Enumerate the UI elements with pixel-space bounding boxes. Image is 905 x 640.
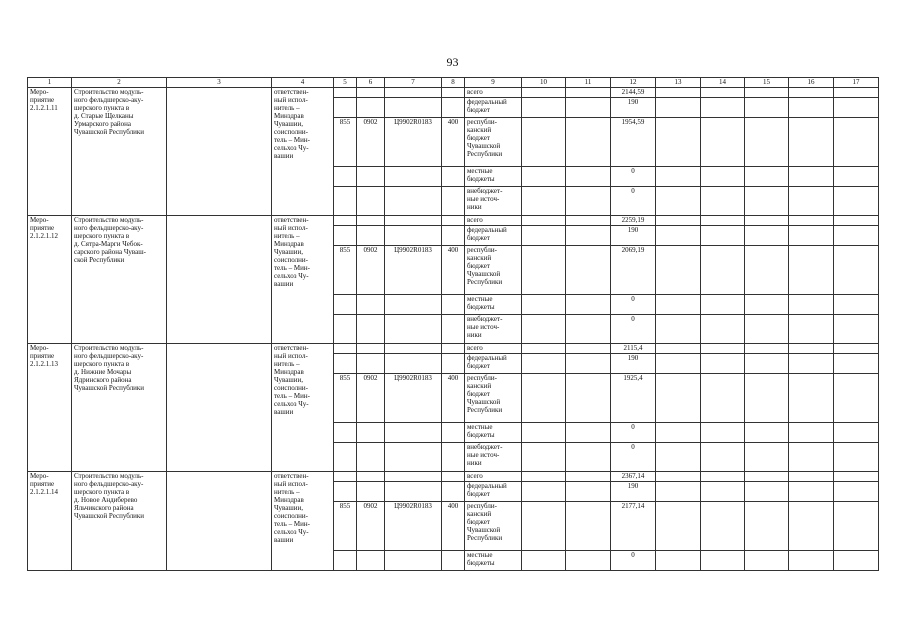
empty-cell-14 [701,443,745,472]
amount-cell: 190 [611,482,656,502]
amount-cell: 0 [611,187,656,216]
empty-cell-13 [656,354,701,374]
measure-title-cell: Строительство модуль- ного фельдшерско-аку- шерского пункта в д. Новое Андиберево Яльчикского района Чувашской Республики [72,472,167,571]
empty-cell-16 [789,187,834,216]
code-cell-6 [357,216,385,226]
amount-cell: 2177,14 [611,502,656,551]
empty-cell-14 [701,118,745,167]
code-cell-6 [357,187,385,216]
empty-cell-13 [656,226,701,246]
measure-code-cell: Меро- приятие 2.1.2.1.13 [28,344,72,472]
empty-cell-14 [701,502,745,551]
column-number-5: 5 [334,78,357,88]
empty-cell-15 [745,187,789,216]
empty-cell-15 [745,551,789,571]
code-cell-8: 400 [442,374,465,423]
page-number: 93 [446,55,459,69]
code-cell-8 [442,167,465,187]
funding-source-cell: федеральный бюджет [465,482,522,502]
funding-source-cell: всего [465,472,522,482]
code-cell-8 [442,482,465,502]
column-number-17: 17 [834,78,879,88]
empty-cell-10 [522,187,566,216]
code-cell-7 [385,472,442,482]
code-cell-6 [357,226,385,246]
code-cell-8 [442,472,465,482]
code-cell-8 [442,551,465,571]
code-cell-8: 400 [442,118,465,167]
empty-cell-13 [656,374,701,423]
amount-cell: 2144,59 [611,88,656,98]
empty-cell-14 [701,167,745,187]
empty-cell-14 [701,246,745,295]
code-cell-5 [334,315,357,344]
empty-cell-11 [566,246,611,295]
column-number-1: 1 [28,78,72,88]
empty-cell-10 [522,88,566,98]
column-number-6: 6 [357,78,385,88]
empty-cell-13 [656,344,701,354]
column-number-13: 13 [656,78,701,88]
empty-cell-14 [701,472,745,482]
empty-cell-16 [789,423,834,443]
code-cell-7 [385,423,442,443]
empty-cell-13 [656,88,701,98]
empty-cell-14 [701,295,745,315]
code-cell-5 [334,551,357,571]
measure-code-cell: Меро- приятие 2.1.2.1.12 [28,216,72,344]
amount-cell: 0 [611,443,656,472]
empty-cell-17 [834,472,879,482]
code-cell-8 [442,226,465,246]
empty-cell-11 [566,295,611,315]
code-cell-7 [385,315,442,344]
empty-cell-15 [745,443,789,472]
code-cell-5 [334,472,357,482]
code-cell-8 [442,216,465,226]
empty-cell-14 [701,98,745,118]
code-cell-6: 0902 [357,374,385,423]
empty-cell-10 [522,216,566,226]
empty-cell-15 [745,246,789,295]
column-numbers-row [28,78,879,88]
empty-cell-13 [656,472,701,482]
empty-cell-17 [834,167,879,187]
funding-source-cell: местные бюджеты [465,295,522,315]
empty-cell-3 [167,88,272,216]
empty-cell-13 [656,118,701,167]
empty-cell-11 [566,354,611,374]
code-cell-7 [385,551,442,571]
empty-cell-17 [834,216,879,226]
empty-cell-15 [745,216,789,226]
funding-source-cell: всего [465,88,522,98]
code-cell-6 [357,443,385,472]
empty-cell-15 [745,88,789,98]
amount-cell: 0 [611,551,656,571]
empty-cell-16 [789,482,834,502]
empty-cell-16 [789,88,834,98]
empty-cell-11 [566,216,611,226]
code-cell-6 [357,482,385,502]
code-cell-6 [357,551,385,571]
empty-cell-16 [789,226,834,246]
column-number-16: 16 [789,78,834,88]
code-cell-8 [442,315,465,344]
empty-cell-17 [834,374,879,423]
table-body [28,88,879,571]
code-cell-5 [334,216,357,226]
empty-cell-17 [834,423,879,443]
empty-cell-16 [789,246,834,295]
code-cell-8 [442,187,465,216]
column-number-2: 2 [72,78,167,88]
empty-cell-11 [566,98,611,118]
code-cell-6: 0902 [357,118,385,167]
measure-title-cell: Строительство модуль- ного фельдшерско-аку- шерского пункта в д. Старые Щелканы Урмарского района Чувашской Республики [72,88,167,216]
empty-cell-10 [522,551,566,571]
code-cell-8 [442,98,465,118]
empty-cell-10 [522,423,566,443]
column-number-10: 10 [522,78,566,88]
empty-cell-17 [834,502,879,551]
code-cell-8 [442,423,465,443]
code-cell-6 [357,315,385,344]
empty-cell-10 [522,315,566,344]
code-cell-8 [442,295,465,315]
code-cell-8: 400 [442,246,465,295]
code-cell-7: Ц9902R0183 [385,374,442,423]
funding-source-cell: федеральный бюджет [465,98,522,118]
code-cell-6 [357,88,385,98]
empty-cell-15 [745,354,789,374]
empty-cell-11 [566,472,611,482]
empty-cell-17 [834,315,879,344]
empty-cell-11 [566,443,611,472]
code-cell-8 [442,354,465,374]
empty-cell-15 [745,295,789,315]
empty-cell-13 [656,246,701,295]
code-cell-6 [357,98,385,118]
code-cell-5 [334,482,357,502]
code-cell-5 [334,443,357,472]
empty-cell-10 [522,98,566,118]
empty-cell-10 [522,246,566,295]
code-cell-7 [385,443,442,472]
column-number-8: 8 [442,78,465,88]
empty-cell-17 [834,443,879,472]
funding-source-cell: местные бюджеты [465,167,522,187]
empty-cell-11 [566,423,611,443]
code-cell-7: Ц9902R0183 [385,118,442,167]
empty-cell-15 [745,167,789,187]
empty-cell-10 [522,344,566,354]
code-cell-6: 0902 [357,502,385,551]
amount-cell: 190 [611,226,656,246]
code-cell-7 [385,216,442,226]
empty-cell-11 [566,551,611,571]
amount-cell: 1954,59 [611,118,656,167]
amount-cell: 0 [611,423,656,443]
amount-cell: 1925,4 [611,374,656,423]
empty-cell-15 [745,502,789,551]
empty-cell-17 [834,226,879,246]
empty-cell-14 [701,482,745,502]
empty-cell-11 [566,482,611,502]
empty-cell-13 [656,482,701,502]
code-cell-6 [357,167,385,187]
code-cell-5 [334,167,357,187]
amount-cell: 2069,19 [611,246,656,295]
empty-cell-15 [745,315,789,344]
funding-source-cell: республи- канский бюджет Чувашской Республики [465,374,522,423]
code-cell-5 [334,344,357,354]
empty-cell-16 [789,295,834,315]
empty-cell-14 [701,354,745,374]
code-cell-7 [385,167,442,187]
funding-source-cell: республи- канский бюджет Чувашской Республики [465,502,522,551]
column-number-9: 9 [465,78,522,88]
code-cell-6 [357,423,385,443]
empty-cell-14 [701,423,745,443]
funding-source-cell: республи- канский бюджет Чувашской Республики [465,118,522,167]
empty-cell-16 [789,167,834,187]
empty-cell-14 [701,187,745,216]
table-row [28,88,879,98]
code-cell-7 [385,98,442,118]
empty-cell-13 [656,423,701,443]
amount-cell: 0 [611,167,656,187]
empty-cell-16 [789,551,834,571]
empty-cell-10 [522,482,566,502]
empty-cell-15 [745,98,789,118]
empty-cell-16 [789,472,834,482]
funding-source-cell: федеральный бюджет [465,226,522,246]
empty-cell-14 [701,226,745,246]
empty-cell-17 [834,295,879,315]
empty-cell-11 [566,167,611,187]
column-number-12: 12 [611,78,656,88]
empty-cell-10 [522,443,566,472]
amount-cell: 0 [611,295,656,315]
funding-source-cell: внебюджет- ные источ- ники [465,443,522,472]
executor-cell: ответствен- ный испол- нитель – Минздрав Чувашии, соисполни- тель – Мин- сельхоз Чу- вашии [272,216,334,344]
empty-cell-16 [789,443,834,472]
empty-cell-14 [701,551,745,571]
empty-cell-10 [522,118,566,167]
financing-table [27,77,879,571]
empty-cell-10 [522,354,566,374]
funding-source-cell: федеральный бюджет [465,354,522,374]
empty-cell-13 [656,98,701,118]
measure-code-cell: Меро- приятие 2.1.2.1.14 [28,472,72,571]
empty-cell-10 [522,374,566,423]
code-cell-5 [334,187,357,216]
empty-cell-10 [522,226,566,246]
empty-cell-11 [566,344,611,354]
measure-code-cell: Меро- приятие 2.1.2.1.11 [28,88,72,216]
code-cell-7 [385,187,442,216]
empty-cell-16 [789,374,834,423]
empty-cell-15 [745,226,789,246]
empty-cell-10 [522,167,566,187]
column-number-15: 15 [745,78,789,88]
empty-cell-13 [656,295,701,315]
code-cell-7 [385,354,442,374]
empty-cell-11 [566,88,611,98]
code-cell-6: 0902 [357,246,385,295]
empty-cell-10 [522,472,566,482]
empty-cell-11 [566,187,611,216]
empty-cell-13 [656,551,701,571]
executor-cell: ответствен- ный испол- нитель – Минздрав Чувашии, соисполни- тель – Мин- сельхоз Чу- вашии [272,88,334,216]
empty-cell-16 [789,344,834,354]
code-cell-5 [334,423,357,443]
empty-cell-15 [745,423,789,443]
empty-cell-15 [745,482,789,502]
code-cell-7 [385,226,442,246]
empty-cell-17 [834,551,879,571]
funding-source-cell: всего [465,344,522,354]
empty-cell-11 [566,118,611,167]
empty-cell-11 [566,315,611,344]
empty-cell-16 [789,216,834,226]
empty-cell-11 [566,502,611,551]
executor-cell: ответствен- ный испол- нитель – Минздрав Чувашии, соисполни- тель – Мин- сельхоз Чу- вашии [272,472,334,571]
empty-cell-17 [834,187,879,216]
empty-cell-17 [834,354,879,374]
code-cell-7 [385,88,442,98]
empty-cell-10 [522,502,566,551]
empty-cell-16 [789,98,834,118]
amount-cell: 190 [611,98,656,118]
code-cell-6 [357,295,385,315]
table-row [28,216,879,226]
code-cell-5 [334,88,357,98]
funding-source-cell: всего [465,216,522,226]
code-cell-5: 855 [334,502,357,551]
code-cell-7 [385,344,442,354]
code-cell-8 [442,443,465,472]
empty-cell-13 [656,315,701,344]
empty-cell-17 [834,344,879,354]
empty-cell-17 [834,98,879,118]
code-cell-8 [442,344,465,354]
empty-cell-13 [656,187,701,216]
code-cell-6 [357,344,385,354]
empty-cell-14 [701,374,745,423]
empty-cell-15 [745,118,789,167]
empty-cell-3 [167,344,272,472]
amount-cell: 0 [611,315,656,344]
empty-cell-15 [745,344,789,354]
code-cell-8: 400 [442,502,465,551]
code-cell-7 [385,482,442,502]
empty-cell-11 [566,226,611,246]
measure-title-cell: Строительство модуль- ного фельдшерско-аку- шерского пункта в д. Сятра-Марги Чебок- сарского района Чуваш- ской Республики [72,216,167,344]
empty-cell-13 [656,216,701,226]
column-number-7: 7 [385,78,442,88]
column-number-14: 14 [701,78,745,88]
table-row [28,472,879,482]
empty-cell-16 [789,502,834,551]
code-cell-5 [334,98,357,118]
funding-source-cell: республи- канский бюджет Чувашской Республики [465,246,522,295]
code-cell-7 [385,295,442,315]
empty-cell-14 [701,315,745,344]
amount-cell: 2115,4 [611,344,656,354]
empty-cell-15 [745,374,789,423]
code-cell-5 [334,354,357,374]
code-cell-5: 855 [334,374,357,423]
empty-cell-17 [834,118,879,167]
empty-cell-3 [167,472,272,571]
funding-source-cell: местные бюджеты [465,423,522,443]
code-cell-7: Ц9902R0183 [385,246,442,295]
empty-cell-16 [789,354,834,374]
table-row [28,344,879,354]
empty-cell-13 [656,443,701,472]
code-cell-6 [357,354,385,374]
code-cell-5: 855 [334,246,357,295]
amount-cell: 2367,14 [611,472,656,482]
executor-cell: ответствен- ный испол- нитель – Минздрав Чувашии, соисполни- тель – Мин- сельхоз Чу- вашии [272,344,334,472]
code-cell-6 [357,472,385,482]
funding-source-cell: внебюджет- ные источ- ники [465,315,522,344]
empty-cell-15 [745,472,789,482]
code-cell-7: Ц9902R0183 [385,502,442,551]
empty-cell-10 [522,295,566,315]
empty-cell-17 [834,88,879,98]
empty-cell-16 [789,118,834,167]
empty-cell-17 [834,482,879,502]
code-cell-5: 855 [334,118,357,167]
code-cell-5 [334,226,357,246]
funding-source-cell: внебюджет- ные источ- ники [465,187,522,216]
code-cell-5 [334,295,357,315]
column-number-4: 4 [272,78,334,88]
empty-cell-13 [656,167,701,187]
code-cell-8 [442,88,465,98]
empty-cell-3 [167,216,272,344]
empty-cell-16 [789,315,834,344]
empty-cell-17 [834,246,879,295]
empty-cell-14 [701,88,745,98]
column-number-11: 11 [566,78,611,88]
measure-title-cell: Строительство модуль- ного фельдшерско-аку- шерского пункта в д. Нижние Мочары Ядринского района Чувашской Республики [72,344,167,472]
amount-cell: 2259,19 [611,216,656,226]
column-number-3: 3 [167,78,272,88]
funding-source-cell: местные бюджеты [465,551,522,571]
amount-cell: 190 [611,354,656,374]
empty-cell-14 [701,344,745,354]
empty-cell-11 [566,374,611,423]
empty-cell-13 [656,502,701,551]
empty-cell-14 [701,216,745,226]
